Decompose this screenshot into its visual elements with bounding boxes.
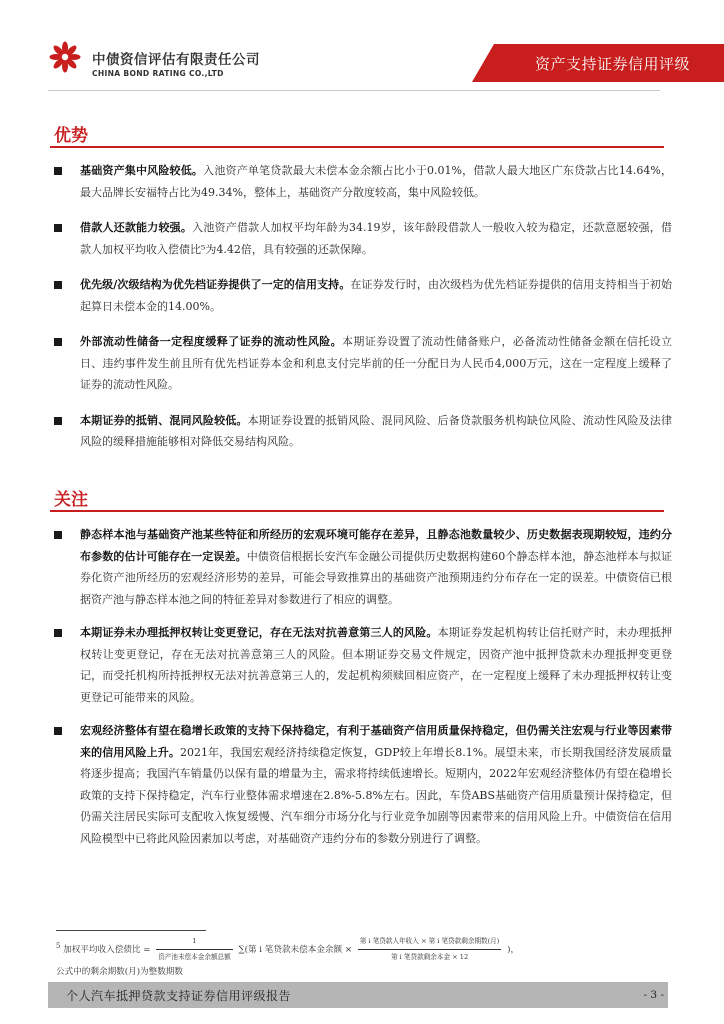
square-bullet-icon <box>54 167 62 175</box>
formula-fraction <box>156 934 233 965</box>
item-text: 入池资产单笔贷款最大未偿本金余额占比小于0.01%，借款人最大地区广东贷款占比14.64%，最大品牌长安福特占比为49.34%，整体上，基础资产分散度较高，集中风险较低。 <box>80 164 673 199</box>
advantages-divider <box>50 146 664 148</box>
page-header <box>0 0 724 100</box>
item-heading: 借款人还款能力较强。 <box>80 221 193 234</box>
formula-tail: )， <box>507 945 520 955</box>
concerns-title: 关注 <box>54 490 88 510</box>
list-item <box>50 720 672 849</box>
item-heading: 基础资产集中风险较低。 <box>80 164 204 177</box>
fraction-denominator: 资产池未偿本金余额总额 <box>158 953 231 961</box>
company-name-en: CHINA BOND RATING CO.,LTD <box>92 69 224 78</box>
footnote <box>56 934 666 980</box>
square-bullet-icon <box>54 727 62 735</box>
item-heading: 本期证券的抵销、混同风险较低。 <box>80 413 248 427</box>
list-item <box>50 622 672 708</box>
list-item <box>50 331 672 396</box>
banner-title: 资产支持证券信用评级 <box>534 55 690 73</box>
item-text: 2021年，我国宏观经济持续稳定恢复，GDP较上年增长8.1%。展望未来，市长期我国经济发展质量将逐步提高；我国汽车销量仍以保有量的增量为主，需求将持续低速增长。短期内，2022年宏观经济整体仍有望在稳增长政策的支持下保持稳定，汽车行业整体需求增速在2.8%-5.8%左右。因此，车贷ABS基础资产信用质量预计保持稳定，但仍需关注居民实际可支配收入恢复缓慢、汽车细分市场分化与行业竞争加剧等因素带来的信用风险上升。中债资信在信用风险模型中已将此风险因素加以考虑，对基础资产违约分布的参数分别进行了调整。 <box>80 745 672 845</box>
footnote-divider <box>56 930 206 931</box>
footnote-formula <box>56 934 666 965</box>
concerns-divider <box>50 510 664 512</box>
square-bullet-icon <box>54 629 62 637</box>
formula-fraction <box>358 934 502 965</box>
item-text: 本期证券发起机构转让信托财产时，未办理抵押权转让变更登记，存在无法对抗善意第三人的风险。但本期证券交易文件规定，因资产池中抵押贷款未办理抵押变更登记，而受托机构所持抵押权无法对抗善意第三人的，发起机构须赎回相应资产，在一定程度上缓释了未办理抵押权转让变更登记可能带来的风险。 <box>80 626 673 704</box>
item-heading: 本期证券未办理抵押权转让变更登记，存在无法对抗善意第三人的风险。 <box>80 626 438 639</box>
header-divider <box>48 90 660 91</box>
footnote-note: 公式中的剩余期数(月)为整数期数 <box>56 967 184 977</box>
item-text: 本期证券设置了流动性储备账户，必备流动性储备金额在信托设立日、违约事件发生前且所有优先档证券本金和利息支付完毕前的任一分配日为人民币4,000万元，这在一定程度上缓释了证券的流动性风险。 <box>80 335 673 391</box>
advantages-list <box>50 160 672 453</box>
fraction-denominator: 第 i 笔贷款剩余本金 × 12 <box>390 953 469 961</box>
square-bullet-icon <box>54 338 62 346</box>
page-number: - 3 - <box>643 989 664 1001</box>
item-text: 本期证券设置的抵销风险、混同风险、后备贷款服务机构缺位风险、流动性风险及法律风险的缓释措施能够相对降低交易结构风险。 <box>80 413 673 448</box>
formula-sum: ∑(第 i 笔贷款未偿本金余额 × <box>238 945 353 955</box>
company-logo-icon <box>48 40 82 74</box>
list-item <box>50 410 672 453</box>
list-item <box>50 217 672 260</box>
list-item <box>50 524 672 610</box>
item-text: 在证券发行时，由次级档为优先档证券提供的信用支持相当于初始起算日未偿本金的14.00%。 <box>80 278 672 313</box>
item-heading: 宏观经济整体有望在稳增长政策的支持下保持稳定，有利于基础资产信用质量保持稳定，但仍需关注宏观与行业等因素带来的信用风险上升。 <box>80 724 672 759</box>
advantages-title: 优势 <box>54 126 88 146</box>
concerns-list <box>50 524 672 849</box>
item-text: 入池资产借款人加权平均年龄为34.19岁，该年龄段借款人一般收入较为稳定，还款意愿较强，借款人加权平均收入偿债比⁵为4.42倍，具有较强的还款保障。 <box>80 221 672 256</box>
item-heading: 优先级/次级结构为优先档证券提供了一定的信用支持。 <box>80 278 351 291</box>
square-bullet-icon <box>54 224 62 232</box>
fraction-numerator: 第 i 笔贷款人年收入 × 第 i 笔贷款剩余期数(月) <box>358 934 502 950</box>
footnote-marker: 5 <box>56 942 61 951</box>
footnote-lead: 加权平均收入偿债比 = <box>63 945 151 955</box>
square-bullet-icon <box>54 531 62 539</box>
square-bullet-icon <box>54 281 62 289</box>
footer-report-title: 个人汽车抵押贷款支持证券信用评级报告 <box>66 989 292 1003</box>
square-bullet-icon <box>54 417 62 425</box>
company-name-cn: 中债资信评估有限责任公司 <box>92 52 260 68</box>
list-item <box>50 274 672 317</box>
item-heading: 外部流动性储备一定程度缓释了证券的流动性风险。 <box>80 335 343 348</box>
item-heading: 静态样本池与基础资产池某些特征和所经历的宏观环境可能存在差异，且静态池数量较少、历史数据表现期较短，违约分布参数的估计可能存在一定误差。 <box>80 528 672 563</box>
item-text: 中债资信根据长安汽车金融公司提供历史数据构建60个静态样本池，静态池样本与拟证券化资产池所经历的宏观经济形势的差异，可能会导致推算出的基础资产池预期违约分布存在一定的误差。中债资信已根据资产池与静态样本池之间的特征差异对参数进行了相应的调整。 <box>80 549 672 606</box>
company-name <box>92 48 260 78</box>
fraction-numerator: 1 <box>156 934 233 950</box>
list-item <box>50 160 672 203</box>
